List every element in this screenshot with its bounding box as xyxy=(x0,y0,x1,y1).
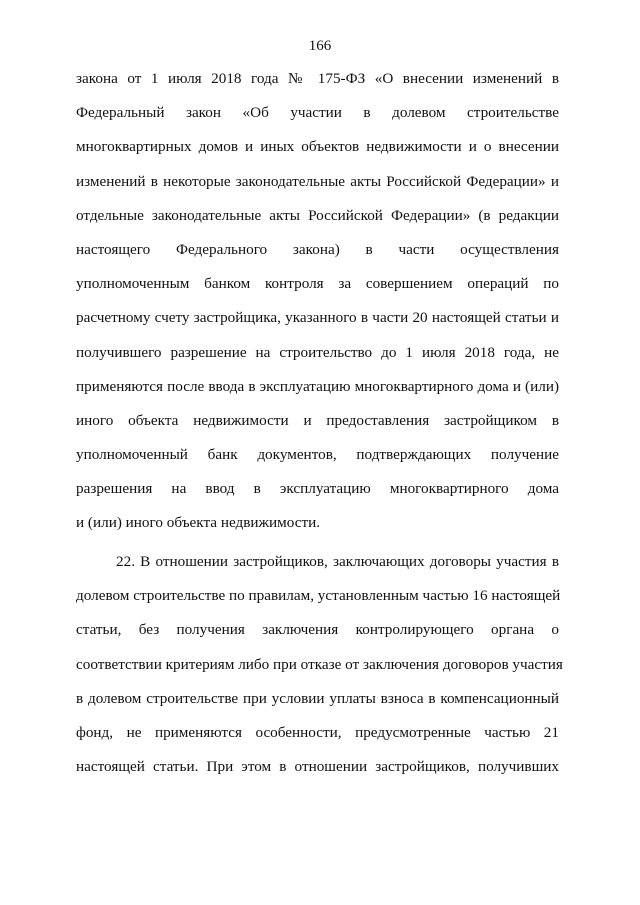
text-line: фонд, не применяются особенности, предусмотренные частью 21 xyxy=(76,723,559,741)
text-line: разрешения на ввод в эксплуатацию многоквартирного дома xyxy=(76,480,559,498)
text-line: долевом строительстве по правилам, установленным частью 16 настоящей xyxy=(76,587,561,605)
text-line: настоящей статьи. При этом в отношении застройщиков, получивших xyxy=(76,758,559,776)
text-line: иного объекта недвижимости и предоставления застройщиком в xyxy=(76,411,559,429)
text-line: получившего разрешение на строительство до 1 июля 2018 года, не xyxy=(76,343,559,361)
text-line: закона от 1 июля 2018 года № 175-ФЗ «О внесении изменений в xyxy=(76,70,559,87)
text-line: расчетному счету застройщика, указанного в части 20 настоящей статьи и xyxy=(76,309,559,327)
text-line: в долевом строительстве при условии уплаты взноса в компенсационный xyxy=(76,689,559,707)
text-line: изменений в некоторые законодательные акты Российской Федерации» и xyxy=(76,172,559,190)
text-line: Федеральный закон «Об участии в долевом строительстве xyxy=(76,104,559,122)
text-line: применяются после ввода в эксплуатацию многоквартирного дома и (или) xyxy=(76,377,559,395)
text-line: статьи, без получения заключения контролирующего органа о xyxy=(76,621,559,639)
text-line: уполномоченным банком контроля за совершением операций по xyxy=(76,275,559,293)
page-number: 166 xyxy=(308,38,332,54)
text-line: уполномоченный банк документов, подтверждающих получение xyxy=(76,446,559,464)
text-line: и (или) иного объекта недвижимости. xyxy=(76,514,321,532)
text-line: отдельные законодательные акты Российской Федерации» (в редакции xyxy=(76,206,559,224)
text-line: настоящего Федерального закона) в части осуществления xyxy=(76,240,559,258)
text-line: соответствии критериям либо при отказе от заключения договоров участия xyxy=(76,655,563,673)
paragraph-continuation xyxy=(76,62,559,541)
text-line: многоквартирных домов и иных объектов недвижимости и о внесении xyxy=(76,138,559,156)
text-line: 22. В отношении застройщиков, заключающих договоры участия в xyxy=(116,553,559,570)
paragraph-22 xyxy=(76,545,563,784)
